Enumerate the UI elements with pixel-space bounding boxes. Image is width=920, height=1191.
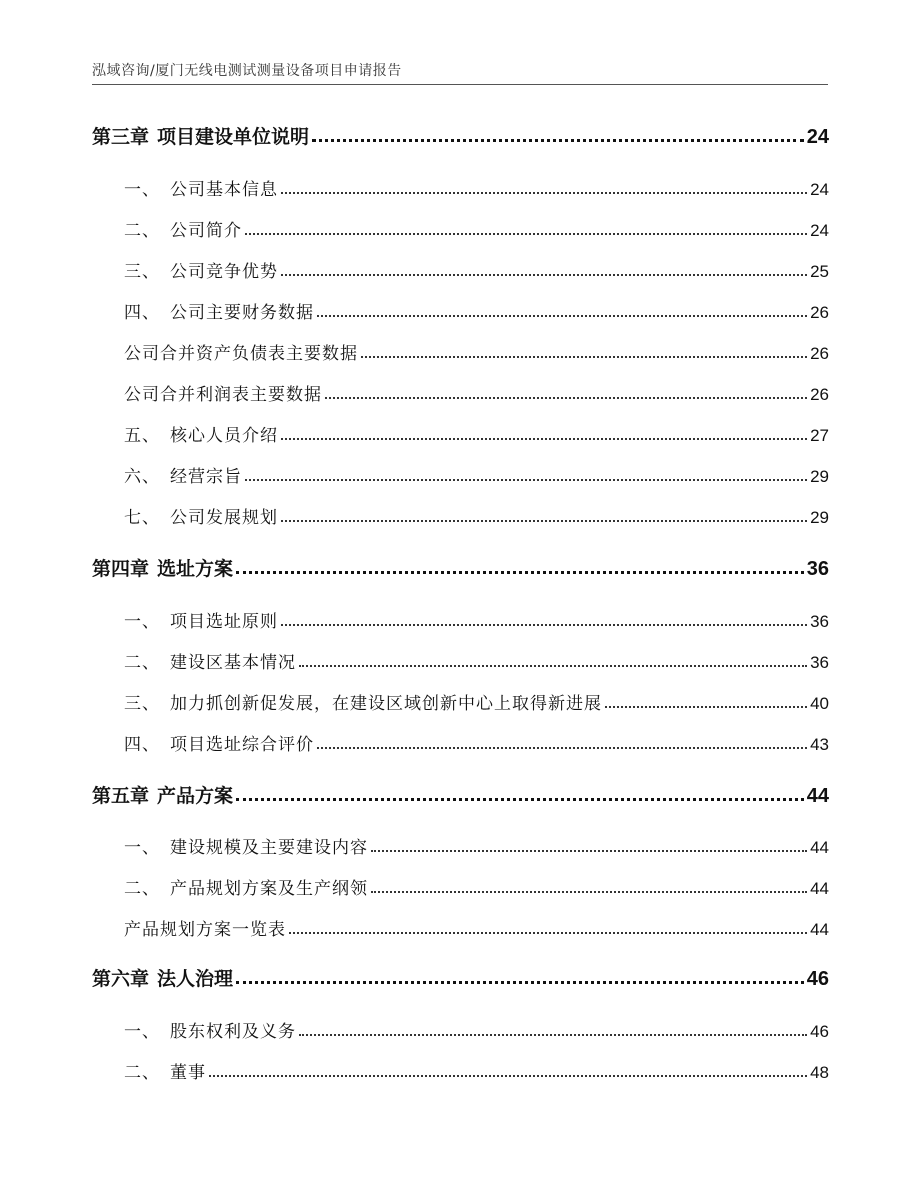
toc-section[interactable] (124, 833, 829, 857)
section-title: 建设区基本情况 (170, 653, 296, 673)
dot-leader (236, 981, 804, 984)
dot-leader (605, 706, 807, 708)
toc-section[interactable] (124, 216, 829, 240)
page-number: 48 (810, 1063, 829, 1082)
dot-leader (281, 192, 807, 194)
toc-section[interactable] (124, 257, 829, 281)
section-number: 五、 (124, 426, 160, 446)
chapter-title: 法人治理 (157, 968, 234, 990)
section-title: 董事 (170, 1063, 206, 1083)
page-number: 44 (806, 785, 829, 807)
dot-leader (371, 850, 807, 852)
section-number: 一、 (124, 1022, 160, 1042)
section-title: 公司合并利润表主要数据 (124, 385, 322, 405)
section-title: 产品规划方案一览表 (124, 920, 286, 940)
section-title: 产品规划方案及生产纲领 (170, 879, 368, 899)
toc-section[interactable] (124, 730, 829, 754)
chapter-number: 第五章 (92, 785, 150, 807)
page-header: 泓域咨询/厦门无线电测试测量设备项目申请报告 (92, 63, 402, 79)
section-number: 二、 (124, 879, 160, 899)
chapter-title: 选址方案 (157, 558, 234, 580)
page-number: 36 (810, 612, 829, 631)
toc-chapter-5[interactable] (92, 781, 829, 807)
section-number: 七、 (124, 508, 160, 528)
section-title: 核心人员介绍 (170, 426, 278, 446)
dot-leader (209, 1075, 807, 1077)
section-title: 公司基本信息 (170, 180, 278, 200)
dot-leader (312, 139, 804, 142)
chapter-title: 项目建设单位说明 (157, 126, 310, 148)
section-title: 项目选址综合评价 (170, 735, 314, 755)
section-number: 四、 (124, 303, 160, 323)
dot-leader (289, 932, 807, 934)
dot-leader (299, 665, 807, 667)
dot-leader (236, 571, 804, 574)
dot-leader (325, 397, 807, 399)
section-title: 项目选址原则 (170, 612, 278, 632)
section-title: 公司发展规划 (170, 508, 278, 528)
chapter-number: 第六章 (92, 968, 150, 990)
dot-leader (245, 479, 807, 481)
toc-table-entry[interactable] (124, 380, 829, 404)
dot-leader (281, 274, 807, 276)
chapter-number: 第三章 (92, 126, 150, 148)
toc-section[interactable] (124, 1017, 829, 1041)
dot-leader (317, 747, 807, 749)
page-number: 40 (810, 694, 829, 713)
toc-table-entry[interactable] (124, 339, 829, 363)
section-number: 一、 (124, 838, 160, 858)
toc-section[interactable] (124, 421, 829, 445)
chapter-title: 产品方案 (157, 785, 234, 807)
page-number: 36 (810, 653, 829, 672)
page-number: 43 (810, 735, 829, 754)
page-number: 29 (810, 467, 829, 486)
page-number: 44 (810, 838, 829, 857)
chapter-number: 第四章 (92, 558, 150, 580)
section-number: 三、 (124, 694, 160, 714)
page-number: 24 (806, 126, 829, 148)
dot-leader (245, 233, 807, 235)
toc-section[interactable] (124, 648, 829, 672)
page-number: 25 (810, 262, 829, 281)
section-number: 二、 (124, 653, 160, 673)
toc-chapter-6[interactable] (92, 964, 829, 990)
dot-leader (281, 520, 807, 522)
toc-section[interactable] (124, 175, 829, 199)
section-title: 经营宗旨 (170, 467, 242, 487)
section-title: 公司合并资产负债表主要数据 (124, 344, 358, 364)
page-number: 26 (810, 344, 829, 363)
dot-leader (281, 438, 807, 440)
dot-leader (361, 356, 807, 358)
page-number: 46 (810, 1022, 829, 1041)
page-number: 27 (810, 426, 829, 445)
page-number: 24 (810, 180, 829, 199)
section-number: 四、 (124, 735, 160, 755)
section-title: 公司简介 (170, 221, 242, 241)
dot-leader (299, 1034, 807, 1036)
toc-section[interactable] (124, 607, 829, 631)
page-number: 24 (810, 221, 829, 240)
page-number: 46 (806, 968, 829, 990)
section-number: 二、 (124, 221, 160, 241)
page-number: 26 (810, 385, 829, 404)
section-title: 公司竞争优势 (170, 262, 278, 282)
section-number: 一、 (124, 180, 160, 200)
dot-leader (371, 891, 807, 893)
section-title: 建设规模及主要建设内容 (170, 838, 368, 858)
toc-chapter-4[interactable] (92, 554, 829, 580)
toc-chapter-3[interactable] (92, 122, 829, 148)
toc-section[interactable] (124, 874, 829, 898)
section-number: 二、 (124, 1063, 160, 1083)
section-title: 公司主要财务数据 (170, 303, 314, 323)
toc-table-entry[interactable] (124, 915, 829, 939)
section-title: 股东权利及义务 (170, 1022, 296, 1042)
toc-section[interactable] (124, 298, 829, 322)
dot-leader (281, 624, 807, 626)
toc-section[interactable] (124, 1058, 829, 1082)
page-number: 44 (810, 920, 829, 939)
section-number: 六、 (124, 467, 160, 487)
toc-section[interactable] (124, 462, 829, 486)
page-number: 36 (806, 558, 829, 580)
section-number: 一、 (124, 612, 160, 632)
toc-section[interactable] (124, 689, 829, 713)
page-number: 26 (810, 303, 829, 322)
dot-leader (236, 798, 804, 801)
section-number: 三、 (124, 262, 160, 282)
dot-leader (317, 315, 807, 317)
section-title: 加力抓创新促发展，在建设区域创新中心上取得新进展 (170, 694, 602, 714)
page-number: 29 (810, 508, 829, 527)
page-number: 44 (810, 879, 829, 898)
toc-section[interactable] (124, 503, 829, 527)
